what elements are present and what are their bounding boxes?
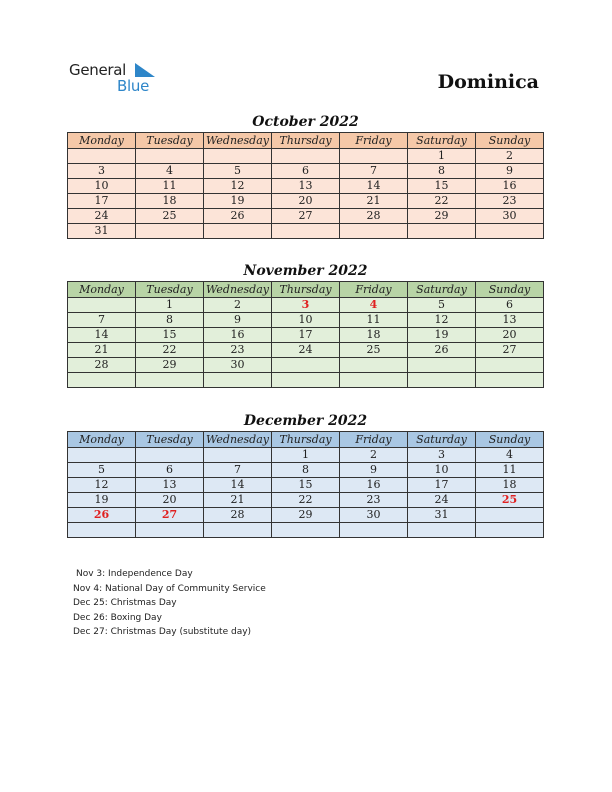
day-cell <box>68 523 136 538</box>
week-row <box>68 164 544 179</box>
day-cell: 20 <box>272 194 340 209</box>
day-cell <box>204 448 272 463</box>
day-cell: 15 <box>272 478 340 493</box>
day-cell: 7 <box>340 164 408 179</box>
day-cell: 2 <box>476 149 544 164</box>
week-row <box>68 493 544 508</box>
logo <box>69 61 169 97</box>
day-cell: 26 <box>204 209 272 224</box>
day-cell <box>340 523 408 538</box>
day-cell <box>68 373 136 388</box>
weekday-header: Sunday <box>476 432 544 448</box>
month-title: October 2022 <box>252 114 359 130</box>
weekday-header: Monday <box>68 282 136 298</box>
day-cell: 12 <box>408 313 476 328</box>
week-row <box>68 448 544 463</box>
day-cell <box>136 224 204 239</box>
weekday-header: Monday <box>68 133 136 149</box>
day-cell: 12 <box>204 179 272 194</box>
day-cell: 2 <box>340 448 408 463</box>
weekday-header: Saturday <box>408 432 476 448</box>
day-cell: 18 <box>340 328 408 343</box>
day-cell: 26 <box>408 343 476 358</box>
day-cell: 9 <box>476 164 544 179</box>
day-cell <box>340 224 408 239</box>
day-cell: 14 <box>68 328 136 343</box>
day-cell: 19 <box>68 493 136 508</box>
holiday-note: Dec 25: Christmas Day <box>73 598 177 608</box>
day-cell <box>340 358 408 373</box>
day-cell: 24 <box>68 209 136 224</box>
weekday-header: Saturday <box>408 133 476 149</box>
weekday-header: Friday <box>340 282 408 298</box>
day-cell <box>340 373 408 388</box>
holiday-note: Dec 26: Boxing Day <box>73 612 162 623</box>
day-cell: 2 <box>204 298 272 313</box>
day-cell <box>136 149 204 164</box>
day-cell: 19 <box>408 328 476 343</box>
day-cell: 14 <box>204 478 272 493</box>
month-title: December 2022 <box>243 413 368 429</box>
day-cell <box>476 373 544 388</box>
day-cell <box>136 373 204 388</box>
day-cell <box>204 149 272 164</box>
day-cell: 14 <box>340 179 408 194</box>
day-cell: 23 <box>204 343 272 358</box>
weekday-header: Monday <box>68 432 136 448</box>
weekday-header: Tuesday <box>136 432 204 448</box>
day-cell: 24 <box>408 493 476 508</box>
logo-text-blue: Blue <box>117 77 149 95</box>
day-cell <box>340 149 408 164</box>
day-cell: 4 <box>340 298 408 313</box>
day-cell: 18 <box>136 194 204 209</box>
day-cell <box>204 373 272 388</box>
day-cell: 30 <box>204 358 272 373</box>
week-row <box>68 194 544 209</box>
day-cell <box>476 358 544 373</box>
week-row <box>68 179 544 194</box>
day-cell <box>272 149 340 164</box>
day-cell: 16 <box>476 179 544 194</box>
week-row <box>68 298 544 313</box>
day-cell: 21 <box>68 343 136 358</box>
calendar-table <box>67 431 544 538</box>
day-cell <box>476 523 544 538</box>
day-cell <box>476 508 544 523</box>
day-cell: 1 <box>272 448 340 463</box>
logo-flag-icon <box>135 63 155 77</box>
day-cell: 11 <box>136 179 204 194</box>
day-cell: 22 <box>136 343 204 358</box>
day-cell: 5 <box>204 164 272 179</box>
weekday-header: Tuesday <box>136 282 204 298</box>
day-cell: 8 <box>408 164 476 179</box>
weekday-header: Thursday <box>272 432 340 448</box>
day-cell: 17 <box>272 328 340 343</box>
day-cell <box>408 523 476 538</box>
day-cell: 8 <box>136 313 204 328</box>
day-cell <box>68 149 136 164</box>
day-cell: 28 <box>68 358 136 373</box>
day-cell: 20 <box>476 328 544 343</box>
day-cell <box>68 298 136 313</box>
weekday-header: Sunday <box>476 133 544 149</box>
day-cell <box>68 448 136 463</box>
weekday-header: Tuesday <box>136 133 204 149</box>
day-cell: 22 <box>272 493 340 508</box>
day-cell: 19 <box>204 194 272 209</box>
month-block-dec <box>67 411 544 538</box>
day-cell: 6 <box>136 463 204 478</box>
day-cell: 7 <box>68 313 136 328</box>
day-cell: 25 <box>136 209 204 224</box>
weekday-header: Wednesday <box>204 133 272 149</box>
month-block-nov <box>67 261 544 388</box>
day-cell <box>272 358 340 373</box>
day-cell: 22 <box>408 194 476 209</box>
day-cell <box>272 373 340 388</box>
calendar-table <box>67 281 544 388</box>
day-cell: 5 <box>68 463 136 478</box>
week-row <box>68 523 544 538</box>
day-cell: 27 <box>136 508 204 523</box>
day-cell: 4 <box>476 448 544 463</box>
day-cell: 25 <box>476 493 544 508</box>
logo-text-general: General <box>69 61 127 79</box>
day-cell <box>136 448 204 463</box>
week-row <box>68 463 544 478</box>
day-cell: 28 <box>204 508 272 523</box>
day-cell: 12 <box>68 478 136 493</box>
month-title: November 2022 <box>243 263 368 279</box>
day-cell: 23 <box>340 493 408 508</box>
day-cell: 3 <box>408 448 476 463</box>
day-cell: 21 <box>340 194 408 209</box>
day-cell: 11 <box>340 313 408 328</box>
day-cell <box>272 523 340 538</box>
week-row <box>68 313 544 328</box>
week-row <box>68 343 544 358</box>
week-row <box>68 149 544 164</box>
day-cell: 21 <box>204 493 272 508</box>
weekday-header: Wednesday <box>204 282 272 298</box>
day-cell: 30 <box>476 209 544 224</box>
day-cell <box>408 373 476 388</box>
day-cell: 13 <box>272 179 340 194</box>
day-cell: 10 <box>408 463 476 478</box>
day-cell: 16 <box>204 328 272 343</box>
holiday-note: Nov 4: National Day of Community Service <box>73 583 266 594</box>
day-cell: 27 <box>272 209 340 224</box>
weekday-header: Thursday <box>272 133 340 149</box>
day-cell: 10 <box>272 313 340 328</box>
day-cell: 18 <box>476 478 544 493</box>
day-cell: 15 <box>408 179 476 194</box>
calendar-table <box>67 132 544 239</box>
month-block-oct <box>67 112 544 239</box>
weekday-header: Thursday <box>272 282 340 298</box>
day-cell: 11 <box>476 463 544 478</box>
day-cell: 6 <box>272 164 340 179</box>
day-cell: 29 <box>408 209 476 224</box>
week-row <box>68 224 544 239</box>
week-row <box>68 328 544 343</box>
day-cell <box>136 523 204 538</box>
day-cell <box>408 224 476 239</box>
day-cell: 26 <box>68 508 136 523</box>
week-row <box>68 358 544 373</box>
week-row <box>68 478 544 493</box>
day-cell: 4 <box>136 164 204 179</box>
week-row <box>68 373 544 388</box>
day-cell: 24 <box>272 343 340 358</box>
day-cell: 13 <box>476 313 544 328</box>
holiday-notes <box>73 567 266 640</box>
weekday-header: Wednesday <box>204 432 272 448</box>
day-cell: 31 <box>408 508 476 523</box>
day-cell: 25 <box>340 343 408 358</box>
day-cell: 5 <box>408 298 476 313</box>
day-cell <box>204 224 272 239</box>
day-cell: 16 <box>340 478 408 493</box>
day-cell: 17 <box>408 478 476 493</box>
country-title: Dominica <box>437 71 539 93</box>
day-cell: 15 <box>136 328 204 343</box>
day-cell: 9 <box>340 463 408 478</box>
day-cell: 23 <box>476 194 544 209</box>
day-cell <box>408 358 476 373</box>
day-cell: 9 <box>204 313 272 328</box>
day-cell: 29 <box>136 358 204 373</box>
weekday-header: Friday <box>340 432 408 448</box>
week-row <box>68 508 544 523</box>
day-cell: 30 <box>340 508 408 523</box>
day-cell: 20 <box>136 493 204 508</box>
day-cell <box>476 224 544 239</box>
day-cell: 27 <box>476 343 544 358</box>
day-cell <box>272 224 340 239</box>
day-cell <box>204 523 272 538</box>
weekday-header: Friday <box>340 133 408 149</box>
day-cell: 31 <box>68 224 136 239</box>
weekday-header: Sunday <box>476 282 544 298</box>
day-cell: 1 <box>136 298 204 313</box>
day-cell: 8 <box>272 463 340 478</box>
holiday-note: Dec 27: Christmas Day (substitute day) <box>73 627 252 637</box>
day-cell: 1 <box>408 149 476 164</box>
day-cell: 10 <box>68 179 136 194</box>
day-cell: 28 <box>340 209 408 224</box>
holiday-note: Nov 3: Independence Day <box>76 569 193 579</box>
day-cell: 6 <box>476 298 544 313</box>
day-cell: 7 <box>204 463 272 478</box>
day-cell: 29 <box>272 508 340 523</box>
day-cell: 13 <box>136 478 204 493</box>
day-cell: 3 <box>68 164 136 179</box>
weekday-header: Saturday <box>408 282 476 298</box>
week-row <box>68 209 544 224</box>
day-cell: 3 <box>272 298 340 313</box>
day-cell: 17 <box>68 194 136 209</box>
